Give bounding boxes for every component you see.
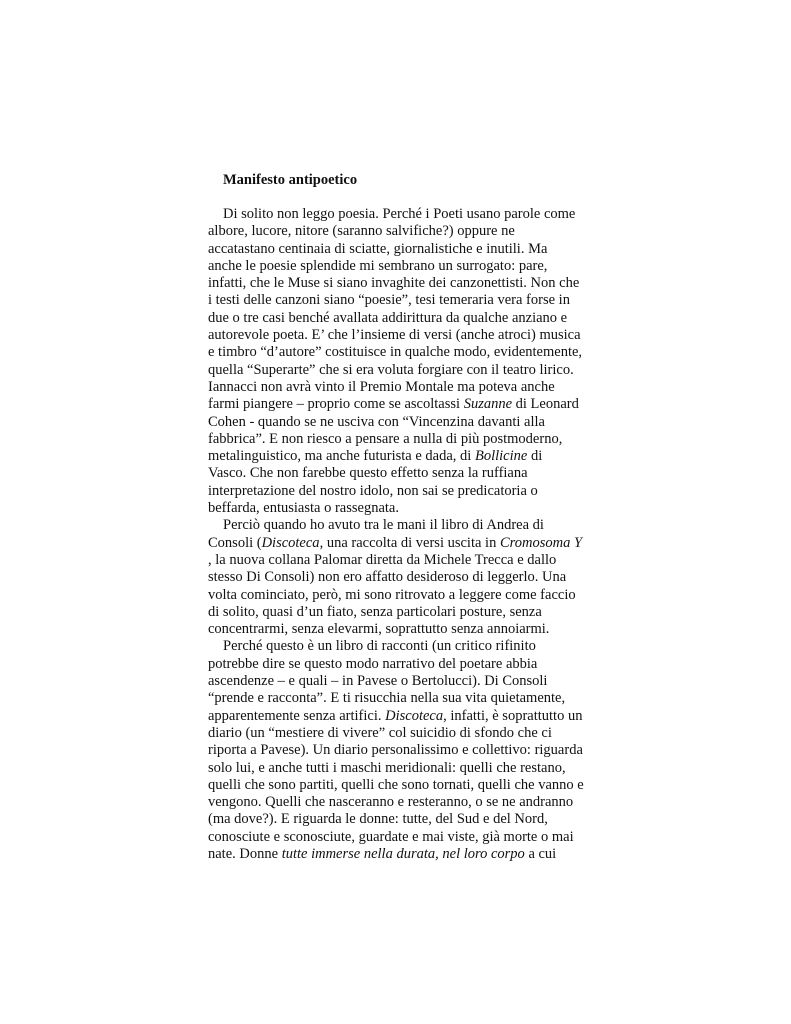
text-line	[208, 656, 608, 673]
text-line	[208, 638, 608, 655]
text-line	[208, 275, 608, 292]
text-line	[208, 829, 608, 846]
text-line	[208, 292, 608, 309]
text-line	[208, 344, 608, 361]
text-segment: quella “Superarte” che si era voluta forgiare con il teatro lirico.	[208, 361, 574, 378]
text-segment: anche le poesie splendide mi sembrano un surrogato: pare,	[208, 257, 548, 274]
text-segment: due o tre casi benché avallata addirittura da qualche anziano e	[208, 309, 568, 326]
text-line	[208, 483, 608, 500]
text-line	[208, 587, 608, 604]
text-line	[208, 846, 608, 863]
text-line	[208, 517, 608, 534]
text-segment: volta cominciato, però, mi sono ritrovato a leggere come faccio	[208, 586, 576, 603]
text-segment: Di solito non leggo poesia. Perché i Poeti usano parole come	[223, 206, 576, 222]
text-line	[208, 552, 608, 569]
text-segment: Cohen - quando se ne usciva con “Vincenzina davanti alla	[208, 413, 545, 430]
italic-text: Bollicine	[474, 448, 528, 465]
text-segment: e timbro “d’autore” costituisce in qualche modo, evidentemente,	[208, 344, 583, 361]
text-line	[208, 604, 608, 621]
text-segment: Consoli (	[208, 534, 262, 551]
text-line	[208, 500, 608, 517]
text-segment: di solito, quasi d’un fiato, senza particolari posture, senza	[208, 603, 542, 620]
text-line	[208, 794, 608, 811]
text-segment: potrebbe dire se questo modo narrativo del poetare abbia	[208, 655, 538, 672]
text-segment: di	[527, 448, 543, 465]
text-line	[208, 535, 608, 552]
text-segment: , la nuova collana Palomar diretta da Michele Trecca e dallo	[208, 551, 557, 568]
text-line	[208, 223, 608, 240]
text-segment: nate. Donne	[208, 845, 282, 862]
text-line	[208, 258, 608, 275]
title-spacer	[208, 189, 608, 206]
text-segment: concentrarmi, senza elevarmi, soprattutto senza annoiarmi.	[208, 621, 550, 638]
text-line	[208, 569, 608, 586]
text-segment: accatastano centinaia di sciatte, giornalistiche e inutili. Ma	[208, 240, 548, 257]
text-line	[208, 673, 608, 690]
article-text	[208, 206, 608, 863]
text-segment: albore, lucore, nitore (saranno salvifiche?) oppure ne	[208, 223, 515, 240]
text-line	[208, 327, 608, 344]
text-segment: farmi piangere – proprio come se ascoltassi	[208, 396, 464, 413]
text-line	[208, 742, 608, 759]
text-segment: riporta a Pavese). Un diario personalissimo e collettivo: riguarda	[208, 742, 583, 759]
text-segment: diario (un “mestiere di vivere” col suicidio di sfondo che ci	[208, 724, 552, 741]
text-segment: fabbrica”. E non riesco a pensare a nulla di più postmoderno,	[208, 430, 563, 447]
text-segment: beffarda, entusiasta o rassegnata.	[208, 500, 399, 517]
article-title: Manifesto antipoetico	[223, 172, 358, 188]
text-segment: Vasco. Che non farebbe questo effetto senza la ruffiana	[208, 465, 528, 482]
italic-text: Cromosoma Y	[499, 534, 583, 551]
italic-text: tutte immerse nella durata, nel loro corpo	[281, 845, 525, 862]
text-segment: , una raccolta di versi uscita in	[319, 534, 500, 551]
text-segment: ascendenze – e quali – in Pavese o Bertolucci). Di Consoli	[208, 673, 548, 690]
text-segment: quelli che sono partiti, quelli che sono tornati, quelli che vanno e	[208, 776, 584, 793]
text-segment: a cui	[524, 845, 557, 862]
text-segment: Perciò quando ho avuto tra le mani il libro di Andrea di	[223, 517, 544, 534]
italic-text: Discoteca	[385, 707, 444, 724]
text-segment: interpretazione del nostro idolo, non sai se predicatoria o	[208, 482, 538, 499]
text-line	[208, 379, 608, 396]
text-line	[208, 206, 608, 223]
text-segment: conosciute e sconosciute, guardate e mai viste, già morte o mai	[208, 828, 574, 845]
text-segment: apparentemente senza artifici.	[208, 707, 386, 724]
text-line	[208, 310, 608, 327]
text-segment: vengono. Quelli che nasceranno e resteranno, o se ne andranno	[208, 794, 574, 811]
text-segment: infatti, che le Muse si siano invaghite dei canzonettisti. Non che	[208, 275, 580, 292]
italic-text: Suzanne	[463, 396, 513, 413]
text-line	[208, 396, 608, 413]
text-line	[208, 760, 608, 777]
text-line	[208, 414, 608, 431]
text-line	[208, 241, 608, 258]
text-segment: “prende e racconta”. E ti risucchia nella sua vita quietamente,	[208, 690, 566, 707]
text-line	[208, 690, 608, 707]
text-segment: Perché questo è un libro di racconti (un critico rifinito	[223, 638, 536, 655]
article-body	[208, 172, 608, 863]
text-line	[208, 811, 608, 828]
text-line	[208, 431, 608, 448]
text-line	[208, 777, 608, 794]
text-segment: , infatti, è soprattutto un	[443, 707, 583, 724]
text-line	[208, 448, 608, 465]
italic-text: Discoteca	[261, 534, 320, 551]
text-line	[208, 708, 608, 725]
text-segment: (ma dove?). E riguarda le donne: tutte, del Sud e del Nord,	[208, 811, 548, 828]
text-line	[208, 621, 608, 638]
text-line	[208, 725, 608, 742]
text-segment: autorevole poeta. E’ che l’insieme di versi (anche atroci) musica	[208, 327, 581, 344]
text-segment: stesso Di Consoli) non ero affatto desideroso di leggerlo. Una	[208, 569, 567, 586]
text-line	[208, 362, 608, 379]
text-segment: di Leonard	[512, 396, 579, 413]
text-line	[208, 465, 608, 482]
text-segment: i testi delle canzoni siano “poesie”, tesi temeraria vera forse in	[208, 292, 570, 309]
text-segment: metalinguistico, ma anche futurista e dada, di	[208, 448, 475, 465]
text-segment: Iannacci non avrà vinto il Premio Montale ma poteva anche	[208, 378, 555, 395]
text-segment: solo lui, e anche tutti i maschi meridionali: quelli che restano,	[208, 759, 566, 776]
